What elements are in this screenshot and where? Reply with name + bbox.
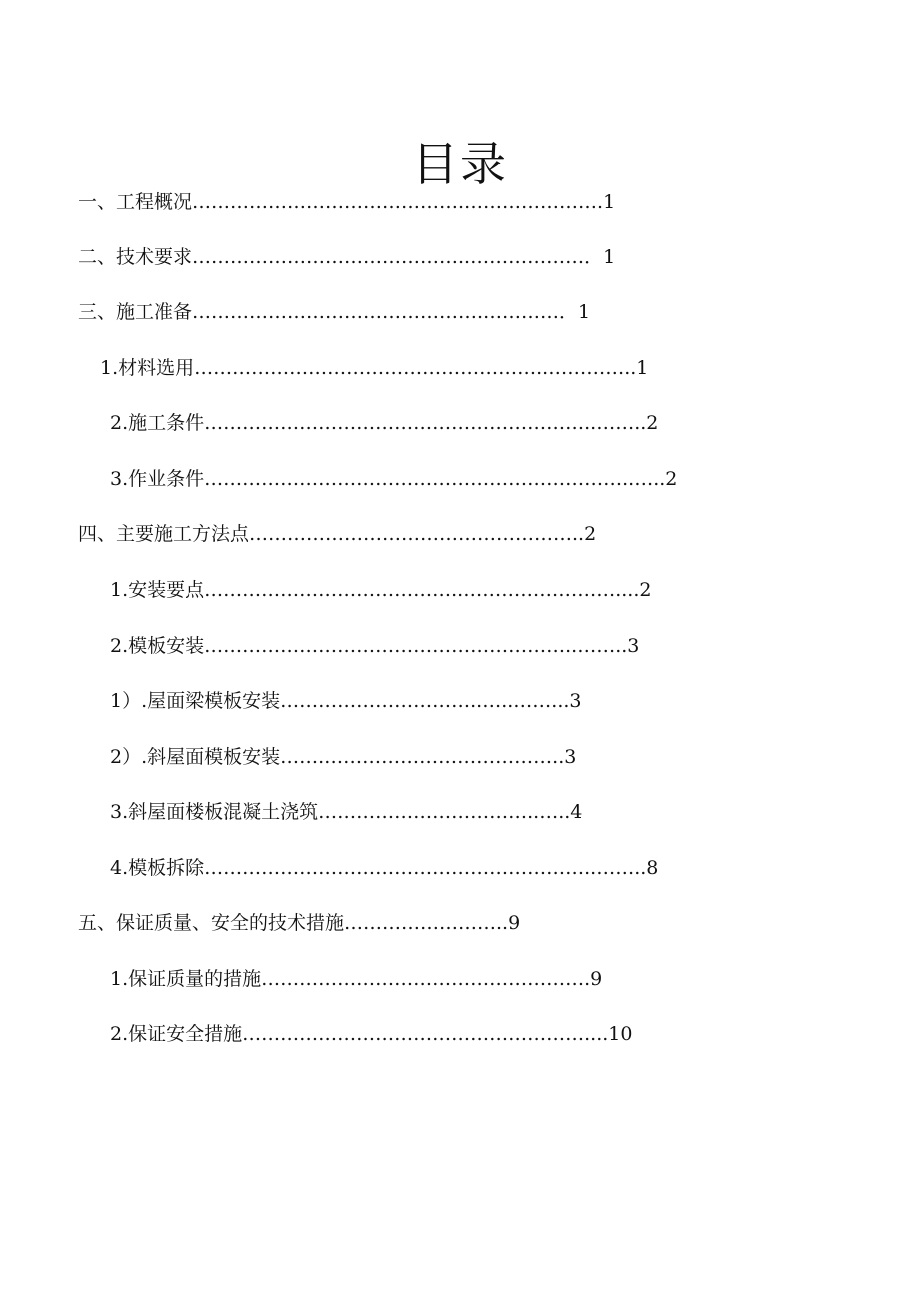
toc-entry[interactable]: 二、技术要求……………………………………..………………．1 bbox=[78, 246, 616, 268]
toc-entry[interactable]: 4.模板拆除……………………………………………………..……..8 bbox=[110, 857, 659, 879]
toc-entry[interactable]: 2.施工条件……………………………………………………..……..2 bbox=[110, 412, 659, 434]
toc-entry[interactable]: 1.材料选用………………………………………………..…………..1 bbox=[100, 357, 649, 379]
toc-entry[interactable]: 2.保证安全措施………………………………………………....10 bbox=[110, 1023, 633, 1045]
toc-entry[interactable]: 一、工程概况…………………………………….………………….1 bbox=[78, 191, 616, 213]
toc-entry[interactable]: 1）.屋面梁模板安装…………………………..…..……...3 bbox=[110, 690, 582, 712]
toc-entry[interactable]: 1.保证质量的措施…………………………………………….9 bbox=[110, 968, 603, 990]
toc-entry[interactable]: 3.斜屋面楼板混凝土浇筑……………………………..…..4 bbox=[110, 801, 583, 823]
toc-entry[interactable]: 四、主要施工方法点……………………………………………..2 bbox=[78, 523, 597, 545]
toc-entry[interactable]: 1.安装要点…………………………………..……………………....2 bbox=[110, 579, 652, 601]
toc-entry[interactable]: 三、施工准备……………………………………….…………．1 bbox=[78, 301, 591, 323]
toc-title: 目录 bbox=[412, 137, 508, 191]
toc-entry[interactable]: 2.模板安装…………………………………………………..……..3 bbox=[110, 635, 640, 657]
toc-entry[interactable]: 3.作业条件…………………………………………………………..…..2 bbox=[110, 468, 678, 490]
toc-entry[interactable]: 五、保证质量、安全的技术措施……………………..9 bbox=[78, 912, 521, 934]
toc-entry[interactable]: 2）.斜屋面模板安装…….………………………………..3 bbox=[110, 746, 577, 768]
